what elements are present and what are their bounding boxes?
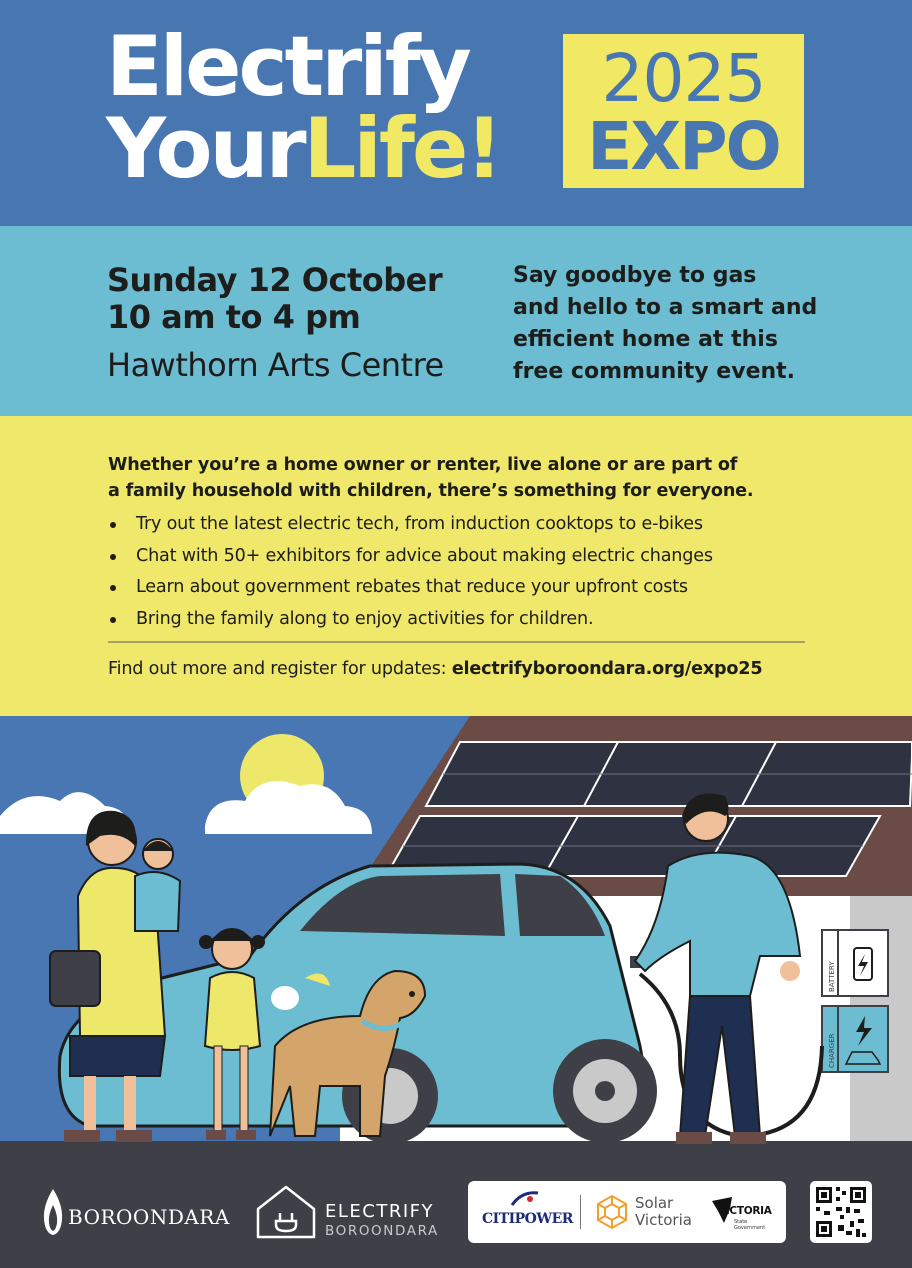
list-item-text: Chat with 50+ exhibitors for advice about making electric changes [136, 545, 713, 566]
qr-code[interactable] [810, 1181, 872, 1243]
partner-logos [468, 1181, 786, 1243]
electrify-logo-line2: BOROONDARA [325, 1223, 439, 1239]
list-item [108, 604, 713, 636]
title-life: Life! [303, 100, 501, 197]
cta-text: Find out more and register for updates: [108, 659, 452, 679]
boroondara-logo-text: BOROONDARA [68, 1205, 230, 1229]
expo-word: EXPO [587, 108, 780, 185]
event-tagline [513, 260, 833, 388]
solar-line1: Solar [635, 1194, 674, 1212]
list-item-text: Bring the family along to enjoy activities for children. [136, 609, 594, 630]
solar-victoria-text [635, 1195, 692, 1229]
tagline-line: and hello to a smart and [513, 295, 818, 320]
intro-text [108, 452, 828, 504]
victoria-sub-line: Government [734, 1225, 766, 1231]
boroondara-flame-icon [38, 1187, 68, 1237]
title-line-1: Electrify [106, 18, 469, 115]
logo-separator [580, 1195, 581, 1229]
info-band [0, 226, 912, 416]
charger-label: CHARGER [828, 1033, 836, 1068]
victoria-logo-text: VICTORIA [718, 1205, 772, 1217]
electrify-house-icon [254, 1183, 318, 1241]
tagline-line: efficient home at this [513, 327, 778, 352]
electrify-logo-line1: ELECTRIFY [325, 1201, 435, 1222]
list-item [108, 572, 713, 604]
citipower-logo-text: CITIPOWER [482, 1211, 573, 1227]
website-link[interactable]: electrifyboroondara.org/expo25 [451, 659, 763, 679]
list-item [108, 541, 713, 573]
solar-victoria-icon [594, 1194, 630, 1230]
bullet-icon [110, 554, 116, 560]
expo-year: 2025 [601, 40, 766, 117]
event-title [106, 18, 501, 197]
list-item [108, 509, 713, 541]
event-datetime [107, 262, 442, 336]
citipower-swoosh-icon [510, 1189, 540, 1209]
list-item-text: Try out the latest electric tech, from induction cooktops to e-bikes [136, 514, 703, 534]
tagline-line: free community event. [513, 359, 796, 384]
divider [108, 641, 805, 643]
title-line-2 [106, 100, 501, 197]
header-band [0, 0, 912, 226]
bullet-icon [110, 617, 116, 623]
intro-line: a family household with children, there’s something for everyone. [108, 481, 754, 501]
title-your: Your [106, 100, 304, 197]
victoria-subtitle [734, 1219, 765, 1231]
solar-line2: Victoria [635, 1211, 692, 1229]
qr-code-icon [810, 1181, 872, 1243]
details-band [0, 416, 912, 716]
tagline-line: Say goodbye to gas [513, 263, 757, 288]
event-time: 10 am to 4 pm [107, 298, 361, 336]
list-item-text: Learn about government rebates that reduce your upfront costs [136, 577, 688, 598]
intro-line: Whether you’re a home owner or renter, live alone or are part of [108, 455, 738, 475]
battery-label: BATTERY [828, 961, 836, 992]
footer [0, 1153, 912, 1268]
event-venue: Hawthorn Arts Centre [107, 346, 444, 384]
register-cta [108, 656, 762, 682]
bullet-icon [110, 585, 116, 591]
ground [0, 1141, 912, 1153]
feature-list [108, 509, 713, 636]
event-date: Sunday 12 October [107, 261, 443, 299]
family-ev-illustration [0, 716, 912, 1153]
expo-badge [563, 34, 804, 188]
bullet-icon [110, 522, 116, 528]
victoria-sub-line: State [734, 1219, 748, 1225]
